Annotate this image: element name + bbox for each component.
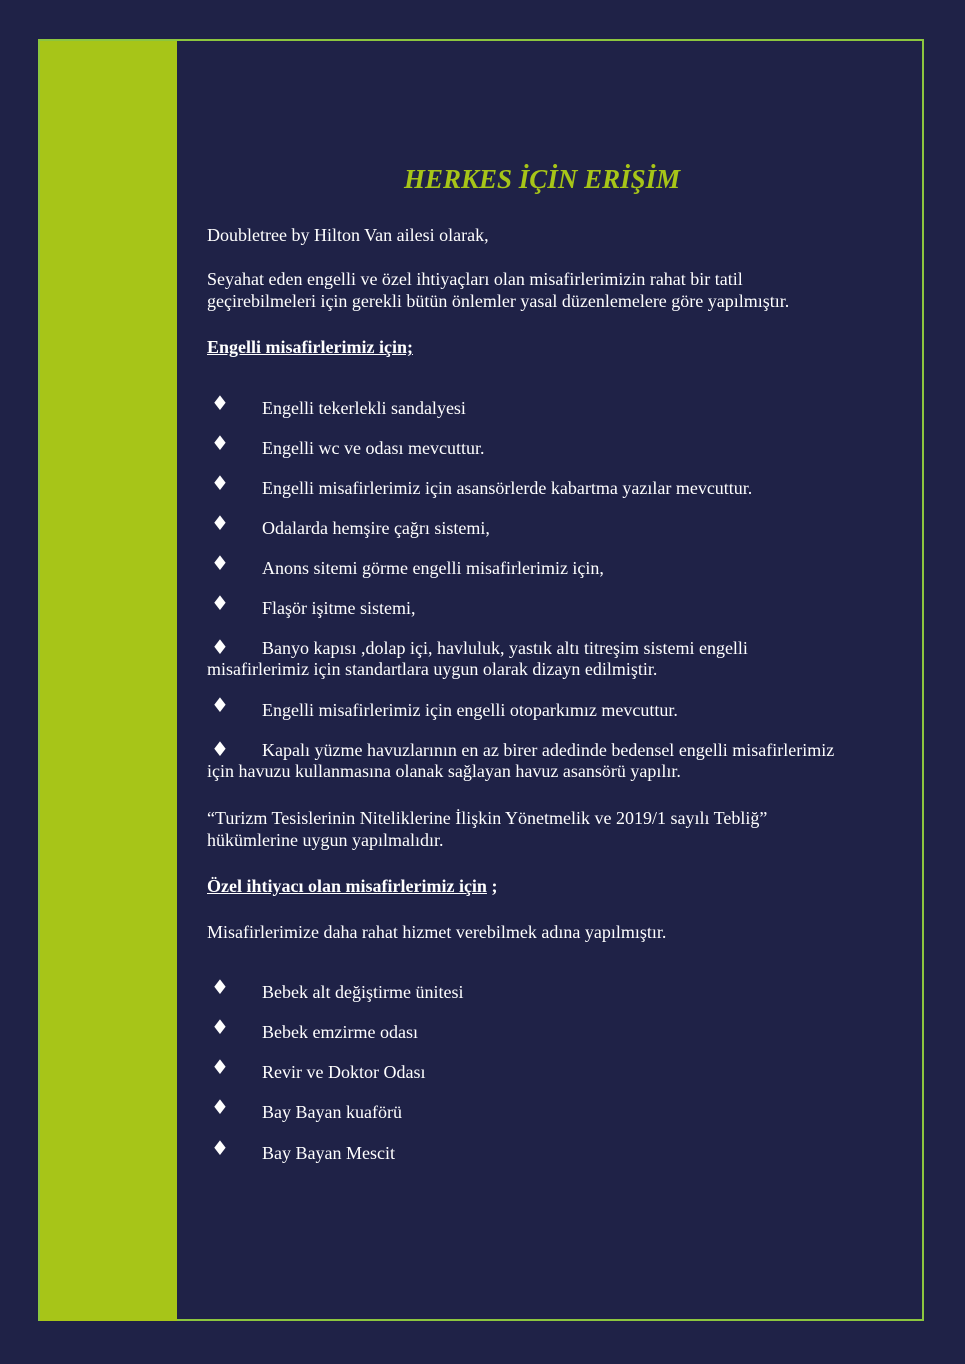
diamond-bullet-icon: ♦ — [211, 431, 229, 455]
list-item-text-line-1: Banyo kapısı ,dolap içi, havluluk, yastık altı titreşim sistemi engelli — [262, 638, 748, 658]
diamond-bullet-icon: ♦ — [211, 693, 229, 717]
list-item-text: Engelli misafirlerimiz için engelli otoparkımız mevcuttur. — [262, 700, 678, 720]
list-item-text: Revir ve Doktor Odası — [262, 1062, 426, 1082]
intro-paragraph-line-2: geçirebilmeleri için gerekli bütün önlemler yasal düzenlemelere göre yapılmıştır. — [207, 291, 790, 311]
diamond-bullet-icon: ♦ — [211, 591, 229, 615]
list-item-text: Anons sitemi görme engelli misafirlerimiz için, — [262, 558, 604, 578]
list-item — [207, 471, 897, 499]
diamond-bullet-icon: ♦ — [211, 737, 229, 761]
list-item-text: Bebek alt değiştirme ünitesi — [262, 982, 464, 1002]
accent-sidebar — [40, 41, 177, 1321]
diamond-bullet-icon: ♦ — [211, 635, 229, 659]
list-item — [207, 551, 897, 579]
regulation-note-line-1: “Turizm Tesislerinin Niteliklerine İlişkin Yönetmelik ve 2019/1 sayılı Tebliğ” — [207, 808, 768, 828]
diamond-bullet-icon: ♦ — [211, 551, 229, 575]
section-special-needs-heading-text: Özel ihtiyacı olan misafirlerimiz için — [207, 876, 487, 896]
section-special-needs-heading — [207, 875, 897, 897]
diamond-bullet-icon: ♦ — [211, 1095, 229, 1119]
list-item — [207, 637, 897, 680]
list-item — [207, 975, 897, 1003]
list-item-text-line-2: için havuzu kullanmasına olanak sağlayan havuz asansörü yapılır. — [207, 761, 681, 781]
diamond-bullet-icon: ♦ — [211, 391, 229, 415]
list-item-text: Bay Bayan Mescit — [262, 1143, 395, 1163]
regulation-note — [207, 807, 897, 851]
list-item-text: Bay Bayan kuaförü — [262, 1102, 402, 1122]
list-item-text-line-2: misafirlerimiz için standartlara uygun olarak dizayn edilmiştir. — [207, 659, 658, 679]
list-item — [207, 1055, 897, 1083]
list-item — [207, 511, 897, 539]
list-item-text: Engelli wc ve odası mevcuttur. — [262, 438, 485, 458]
list-item — [207, 1095, 897, 1123]
list-item-text: Bebek emzirme odası — [262, 1022, 418, 1042]
list-item-text: Flaşör işitme sistemi, — [262, 598, 416, 618]
list-item-text: Engelli tekerlekli sandalyesi — [262, 398, 466, 418]
diamond-bullet-icon: ♦ — [211, 975, 229, 999]
list-item-text-line-1: Kapalı yüzme havuzlarının en az birer adedinde bedensel engelli misafirlerimiz — [262, 740, 835, 760]
section-disabled-heading-text: Engelli misafirlerimiz için; — [207, 337, 413, 357]
section-special-needs-heading-suffix: ; — [486, 876, 498, 896]
list-item-text: Engelli misafirlerimiz için asansörlerde kabartma yazılar mevcuttur. — [262, 478, 753, 498]
diamond-bullet-icon: ♦ — [211, 511, 229, 535]
section-special-needs-intro: Misafirlerimize daha rahat hizmet verebilmek adına yapılmıştır. — [207, 922, 667, 942]
list-item — [207, 431, 897, 459]
section-disabled-heading — [207, 336, 897, 358]
list-item — [207, 739, 897, 782]
intro-paragraph-line-1: Seyahat eden engelli ve özel ihtiyaçları olan misafirlerimizin rahat bir tatil — [207, 269, 743, 289]
list-item — [207, 1136, 897, 1164]
list-item — [207, 1015, 897, 1043]
page-title: HERKES İÇİN ERİŞİM — [404, 164, 681, 194]
list-item — [207, 693, 897, 721]
diamond-bullet-icon: ♦ — [211, 1055, 229, 1079]
diamond-bullet-icon: ♦ — [211, 1136, 229, 1160]
list-item — [207, 591, 897, 619]
intro-paragraph — [207, 268, 897, 312]
list-item — [207, 391, 897, 419]
diamond-bullet-icon: ♦ — [211, 1015, 229, 1039]
diamond-bullet-icon: ♦ — [211, 471, 229, 495]
list-item-text: Odalarda hemşire çağrı sistemi, — [262, 518, 490, 538]
intro-text: Doubletree by Hilton Van ailesi olarak, — [207, 225, 489, 245]
regulation-note-line-2: hükümlerine uygun yapılmalıdır. — [207, 830, 444, 850]
